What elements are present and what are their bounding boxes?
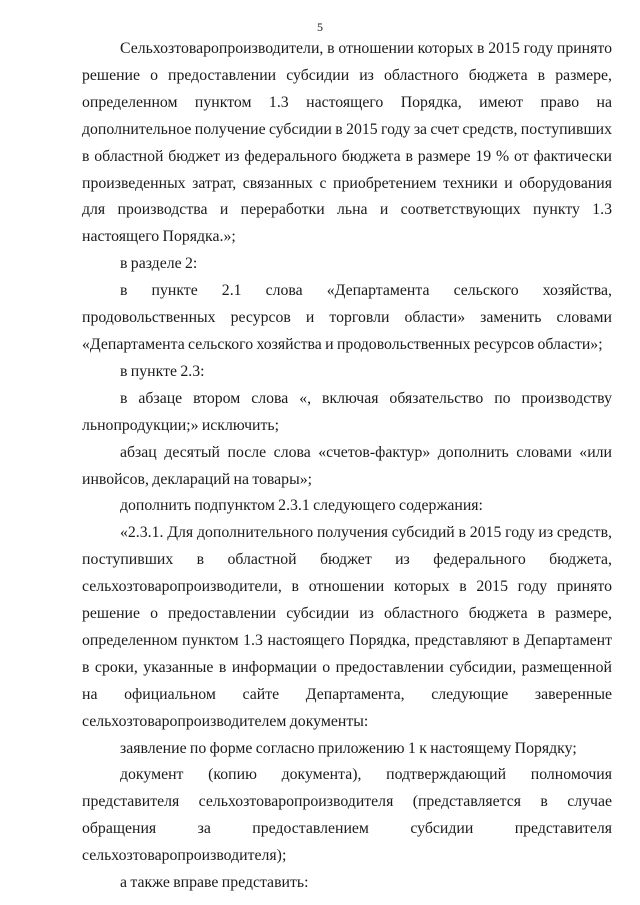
- paragraph-tenth-subparagraph: абзац десятый после слова «счетов-фактур» дополнить словами «или инвойсов, деклараций на товары»;: [82, 443, 612, 488]
- paragraph-application-form: заявление по форме согласно приложению 1 к настоящему Порядку;: [120, 739, 577, 757]
- page-number: 5: [317, 20, 323, 34]
- paragraph-clause-2-1: в пункте 2.1 слова «Департамента сельского хозяйства, продовольственных ресурсов и торговли области» заменить словами «Департамента сельского хозяйства и продовольственных ресурсов области»;: [82, 282, 612, 353]
- paragraph-section-2-heading: в разделе 2:: [120, 255, 198, 273]
- paragraph-add-subclause: дополнить подпунктом 2.3.1 следующего содержания:: [120, 497, 483, 515]
- paragraph-second-subparagraph: в абзаце втором слова «, включая обязательство по производству льнопродукции;» исключить;: [82, 389, 612, 434]
- paragraph-subclause-2-3-1: «2.3.1. Для дополнительного получения субсидий в 2015 году из средств, поступивших в областной бюджет из федерального бюджета, сельхозтоваропроизводители, в отношении которых в 2015 году принято решение о предоставлении субсидии из областного бюджета в размере, определенном пунктом 1.3 настоящего Порядка, представляют в Департамент в сроки, указанные в информации о предоставлении субсидии, размещенной на официальном сайте Департамента, следующие заверенные сельхозтоваропроизводителем документы:: [82, 524, 612, 730]
- document-body: [82, 36, 612, 897]
- paragraph-clause-2-3-heading: в пункте 2.3:: [120, 362, 205, 380]
- paragraph-authority-document: документ (копию документа), подтверждающий полномочия представителя сельхозтоваропроизводителя (представляется в случае обращения за предоставлением субсидии представителя сельхозтоваропроизводителя);: [82, 766, 612, 865]
- paragraph-may-also-submit: а также вправе представить:: [120, 874, 309, 892]
- paragraph-subsidy-eligibility: Сельхозтоваропроизводители, в отношении которых в 2015 году принято решение о предоставлении субсидии из областного бюджета в размере, определенном пунктом 1.3 настоящего Порядка, имеют право на дополнительное получение субсидии в 2015 году за счет средств, поступивших в областной бюджет из федерального бюджета в размере 19 % от фактически произведенных затрат, связанных с приобретением техники и оборудования для производства и переработки льна и соответствующих пункту 1.3 настоящего Порядка.»;: [82, 40, 612, 246]
